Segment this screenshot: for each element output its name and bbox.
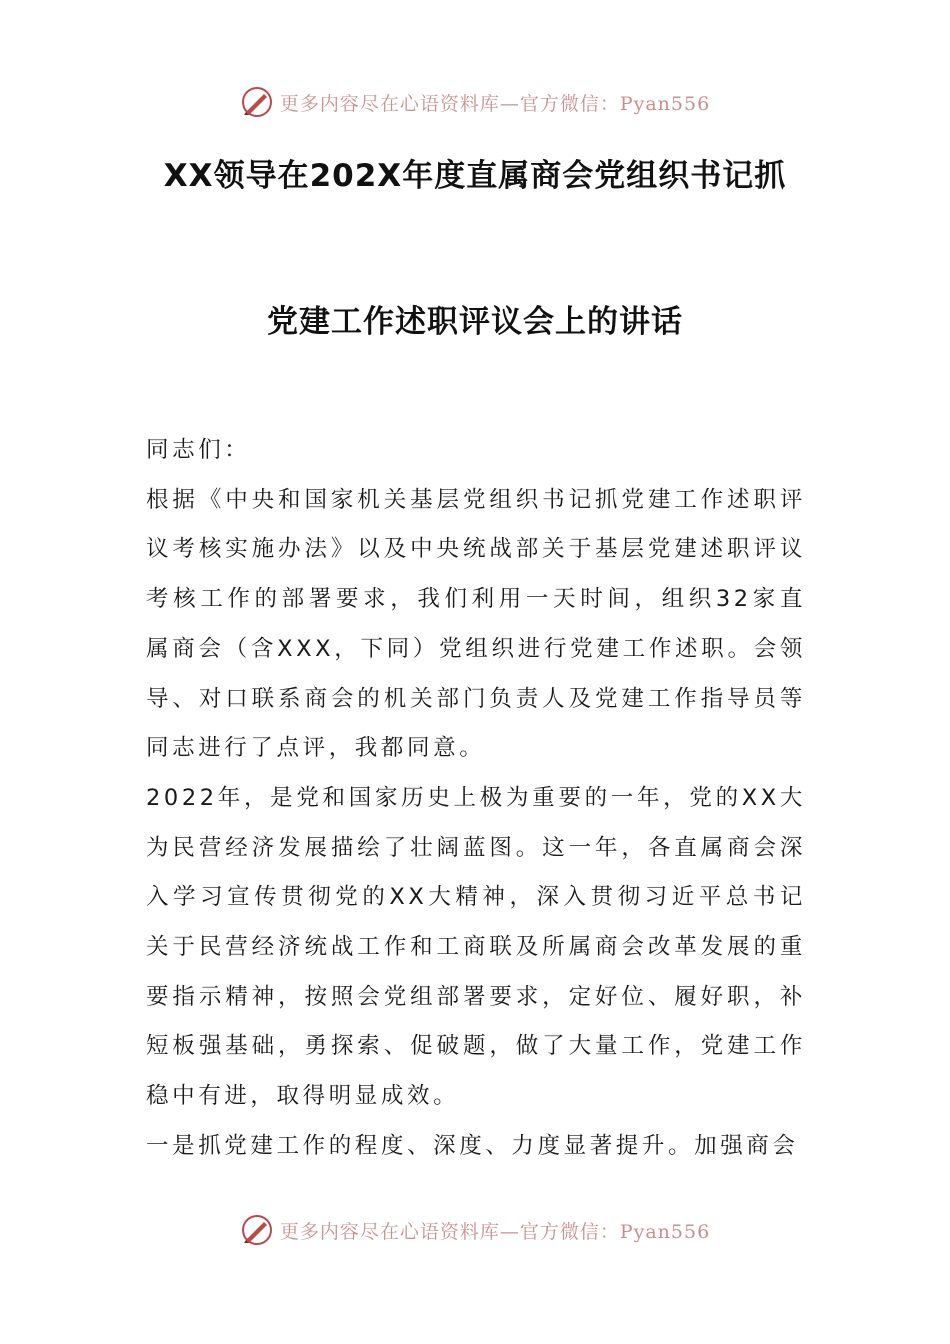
document-title-line-2: 党建工作述职评议会上的讲话 — [267, 304, 683, 340]
pen-logo-icon — [240, 85, 274, 119]
body-paragraph: 根据《中央和国家机关基层党组织书记抓党建工作述职评议考核实施办法》以及中央统战部关于基层党建述职评议考核工作的部署要求，我们利用一天时间，组织32家直属商会（含XXX，下同）党组织进行党建工作述职。会领导、对口联系商会的机关部门负责人及党建工作指导员等同志进行了点评，我都同意。 — [146, 486, 806, 762]
pen-logo-icon — [240, 1213, 274, 1247]
header-watermark — [0, 82, 950, 122]
document-body — [146, 426, 806, 1172]
footer-watermark — [0, 1210, 950, 1250]
salutation: 同志们： — [146, 437, 251, 463]
body-paragraph: 一是抓党建工作的程度、深度、力度显著提升。加强商会 — [146, 1132, 799, 1159]
document-title-line-1: XX领导在202X年度直属商会党组织书记抓 — [163, 158, 787, 194]
watermark-text: 更多内容尽在心语资料库—官方微信：Pyan556 — [279, 1220, 711, 1243]
watermark-text: 更多内容尽在心语资料库—官方微信：Pyan556 — [279, 92, 711, 115]
body-paragraph: 2022年，是党和国家历史上极为重要的一年，党的XX大为民营经济发展描绘了壮阔蓝图。这一年，各直属商会深入学习宣传贯彻党的XX大精神，深入贯彻习近平总书记关于民营经济统战工作和工商联及所属商会改革发展的重要指示精神，按照会党组部署要求，定好位、履好职，补短板强基础，勇探索、促破题，做了大量工作，党建工作稳中有进，取得明显成效。 — [146, 784, 806, 1110]
